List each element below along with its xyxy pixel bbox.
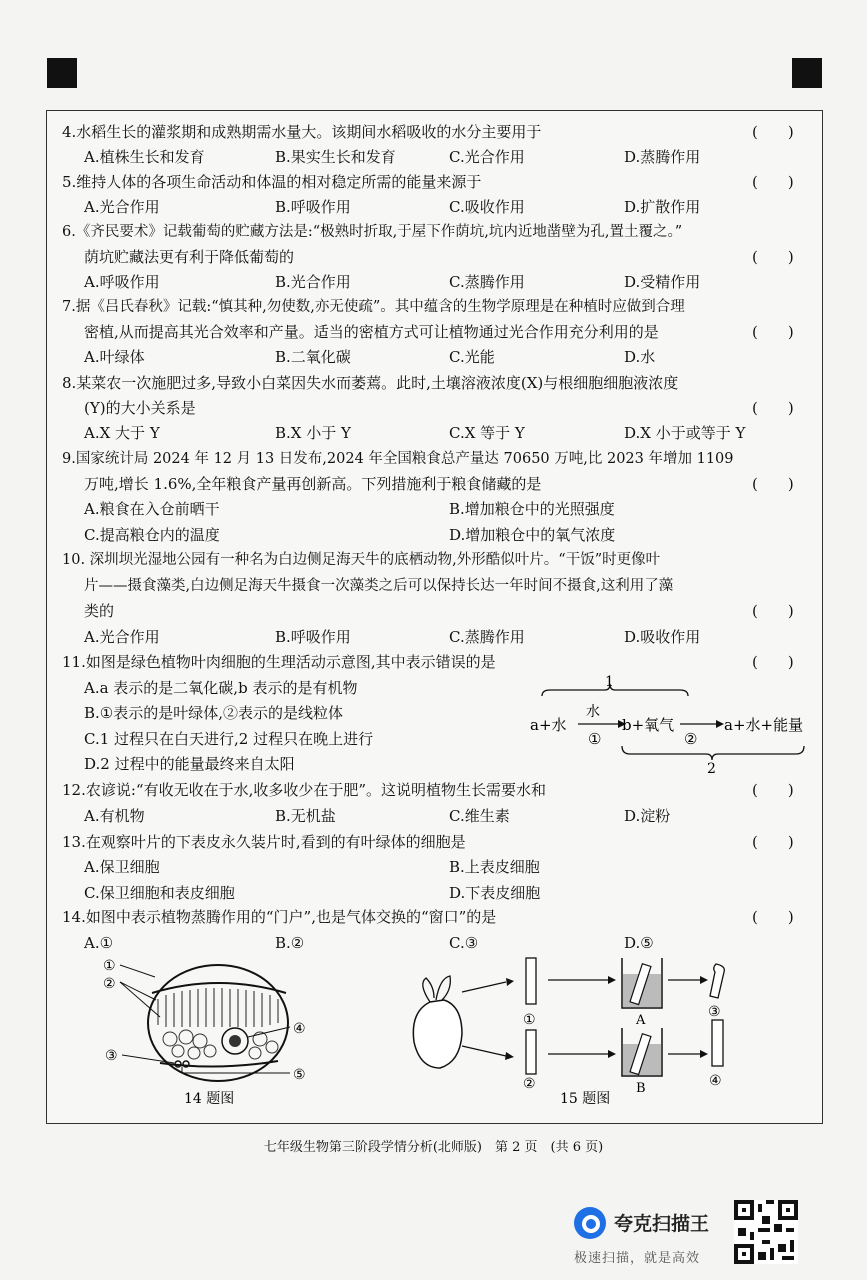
radish-leaves	[423, 976, 451, 1002]
q14-option-b: B.②	[275, 934, 305, 952]
q11-option-a: A.a 表示的是二氧化碳,b 表示的是有机物	[84, 679, 358, 697]
fig15-label-2: ②	[523, 1076, 536, 1092]
q12-answer-paren: ( )	[752, 781, 794, 799]
q7-option-a: A.叶绿体	[84, 348, 145, 366]
lower-epidermis	[160, 1061, 278, 1067]
q8-option-c: C.X 等于 Y	[449, 424, 525, 442]
beaker-a-label: A	[636, 1013, 646, 1028]
q8-option-b: B.X 小于 Y	[275, 424, 351, 442]
q5-answer-paren: ( )	[752, 173, 794, 191]
q12-option-a: A.有机物	[84, 807, 145, 825]
process2-label: 2	[707, 761, 716, 777]
q7-option-b: B.二氧化碳	[275, 348, 351, 366]
q5-option-d: D.扩散作用	[624, 198, 701, 216]
corner-mark-right	[792, 58, 822, 88]
fig15-caption: 15 题图	[560, 1091, 611, 1107]
q14-answer-paren: ( )	[752, 908, 794, 926]
fig14-label-4: ④	[293, 1021, 306, 1037]
mitochondria-marker: ②	[684, 730, 698, 748]
q10-option-d: D.吸收作用	[624, 628, 701, 646]
q6-option-c: C.蒸腾作用	[449, 273, 525, 291]
q11-stem: 11.如图是绿色植物叶肉细胞的生理活动示意图,其中表示错误的是	[62, 653, 496, 671]
q8-stem-line1: 8.某菜农一次施肥过多,导致小白菜因失水而萎蔫。此时,土壤溶液浓度(X)与根细胞细胞液浓度	[62, 374, 679, 392]
q4-stem: 4.水稻生长的灌浆期和成熟期需水量大。该期间水稻吸收的水分主要用于	[62, 123, 542, 141]
q9-option-c: C.提高粮仓内的温度	[84, 526, 220, 544]
fig14-label-2: ②	[103, 976, 116, 992]
products-middle: b+氧气	[622, 716, 675, 734]
upper-epidermis	[152, 983, 286, 993]
q6-answer-paren: ( )	[752, 248, 794, 266]
strip-1	[526, 958, 536, 1004]
q14-option-a: A.①	[84, 934, 114, 952]
q11-option-b: B.①表示的是叶绿体,②表示的是线粒体	[84, 704, 344, 722]
q14-stem: 14.如图中表示植物蒸腾作用的“门户”,也是气体交换的“窗口”的是	[62, 908, 497, 926]
q11-option-c: C.1 过程只在白天进行,2 过程只在晚上进行	[84, 730, 374, 748]
products-right: a+水+能量	[724, 716, 804, 734]
q13-answer-paren: ( )	[752, 833, 794, 851]
strip-3-soft	[710, 964, 724, 998]
scanner-brand: 夸克扫描王	[614, 1213, 710, 1235]
q5-stem: 5.维持人体的各项生命活动和体温的相对稳定所需的能量来源于	[62, 173, 482, 191]
q4-option-d: D.蒸腾作用	[624, 148, 701, 166]
page-footer: 七年级生物第三阶段学情分析(北师版) 第 2 页 (共 6 页)	[263, 1140, 604, 1155]
q7-answer-paren: ( )	[752, 323, 794, 341]
q14-option-d: D.⑤	[624, 934, 654, 952]
q10-option-b: B.呼吸作用	[275, 628, 351, 646]
q9-stem-line2: 万吨,增长 1.6%,全年粮食产量再创新高。下列措施利于粮食储藏的是	[84, 475, 542, 493]
q5-option-c: C.吸收作用	[449, 198, 525, 216]
radish	[413, 1000, 462, 1068]
q12-stem: 12.农谚说:“有收无收在于水,收多收少在于肥”。这说明植物生长需要水和	[62, 781, 547, 799]
scanner-tagline: 极速扫描，就是高效	[574, 1251, 701, 1266]
q11-answer-paren: ( )	[752, 653, 794, 671]
q9-option-b: B.增加粮仓中的光照强度	[449, 500, 615, 518]
q9-answer-paren: ( )	[752, 475, 794, 493]
q11-option-d: D.2 过程中的能量最终来自太阳	[84, 755, 295, 773]
strip-2	[526, 1030, 536, 1074]
reactants-left: a+水	[530, 716, 567, 734]
q5-option-a: A.光合作用	[84, 198, 160, 216]
q6-stem-line2: 荫坑贮藏法更有利于降低葡萄的	[84, 248, 295, 266]
q6-option-a: A.呼吸作用	[84, 273, 160, 291]
q10-answer-paren: ( )	[752, 602, 794, 620]
fig15-label-4: ④	[709, 1073, 722, 1089]
q4-option-b: B.果实生长和发育	[275, 148, 396, 166]
beaker-b-label: B	[636, 1081, 646, 1096]
q4-option-c: C.光合作用	[449, 148, 525, 166]
q8-answer-paren: ( )	[752, 399, 794, 417]
q13-option-c: C.保卫细胞和表皮细胞	[84, 884, 235, 902]
fig14-label-1: ①	[103, 958, 116, 974]
q9-option-a: A.粮食在入仓前晒干	[84, 500, 220, 518]
q10-stem-line2: 片——摄食藻类,白边侧足海天牛摄食一次藻类之后可以保持长达一年时间不摄食,这利用了藻	[84, 578, 674, 594]
fig15-radish-experiment	[400, 950, 760, 1110]
fig14-label-5: ⑤	[293, 1067, 306, 1083]
q11-process-diagram	[530, 672, 810, 780]
q8-option-d: D.X 小于或等于 Y	[624, 424, 746, 442]
arrow1-top-label: 水	[586, 704, 600, 720]
q10-stem-line3: 类的	[84, 602, 115, 620]
process1-label: 1	[605, 674, 614, 690]
fig14-label-3: ③	[105, 1048, 118, 1064]
fig15-label-3: ③	[708, 1004, 721, 1020]
chloroplast-marker: ①	[588, 730, 602, 748]
process1-bracket	[542, 684, 688, 696]
q7-stem-line2: 密植,从而提高其光合效率和产量。适当的密植方式可让植物通过光合作用充分利用的是	[84, 323, 659, 341]
fig15-label-1: ①	[523, 1012, 536, 1028]
fig14-leaf-cross-section	[100, 955, 330, 1110]
q10-option-c: C.蒸腾作用	[449, 628, 525, 646]
strip-4-firm	[712, 1020, 723, 1066]
q9-option-d: D.增加粮仓中的氧气浓度	[449, 526, 616, 544]
q7-option-d: D.水	[624, 348, 656, 366]
arrow2-head	[716, 720, 724, 728]
q6-option-d: D.受精作用	[624, 273, 701, 291]
q5-option-b: B.呼吸作用	[275, 198, 351, 216]
q7-stem-line1: 7.据《吕氏春秋》记载:“慎其种,勿使数,亦无使疏”。其中蕴含的生物学原理是在种植时应做到合理	[62, 299, 685, 315]
fig14-caption: 14 题图	[184, 1091, 235, 1107]
corner-mark-left	[47, 58, 77, 88]
q13-option-d: D.下表皮细胞	[449, 884, 541, 902]
q13-option-a: A.保卫细胞	[84, 858, 160, 876]
q14-option-c: C.③	[449, 934, 479, 952]
q8-option-a: A.X 大于 Y	[84, 424, 160, 442]
q10-stem-line1: 10. 深圳坝光湿地公园有一种名为白边侧足海天牛的底栖动物,外形酷似叶片。“干饭”时更像叶	[62, 552, 661, 568]
q12-option-d: D.淀粉	[624, 807, 671, 825]
q12-option-c: C.维生素	[449, 807, 510, 825]
q6-stem-line1: 6.《齐民要术》记载葡萄的贮藏方法是:“极熟时折取,于屋下作荫坑,坑内近地凿壁为孔,置土覆之。”	[62, 224, 683, 240]
q6-option-b: B.光合作用	[275, 273, 351, 291]
process2-bracket	[622, 746, 804, 760]
q4-answer-paren: ( )	[752, 123, 794, 141]
q7-option-c: C.光能	[449, 348, 495, 366]
q4-option-a: A.植株生长和发育	[84, 148, 205, 166]
q13-stem: 13.在观察叶片的下表皮永久装片时,看到的有叶绿体的细胞是	[62, 833, 466, 851]
q8-stem-line2: (Y)的大小关系是	[84, 399, 196, 417]
q10-option-a: A.光合作用	[84, 628, 160, 646]
scanner-logo-icon	[574, 1207, 606, 1239]
q13-option-b: B.上表皮细胞	[449, 858, 540, 876]
q9-stem-line1: 9.国家统计局 2024 年 12 月 13 日发布,2024 年全国粮食总产量达 70650 万吨,比 2023 年增加 1109	[62, 451, 734, 467]
qr-code	[734, 1200, 798, 1264]
q12-option-b: B.无机盐	[275, 807, 336, 825]
